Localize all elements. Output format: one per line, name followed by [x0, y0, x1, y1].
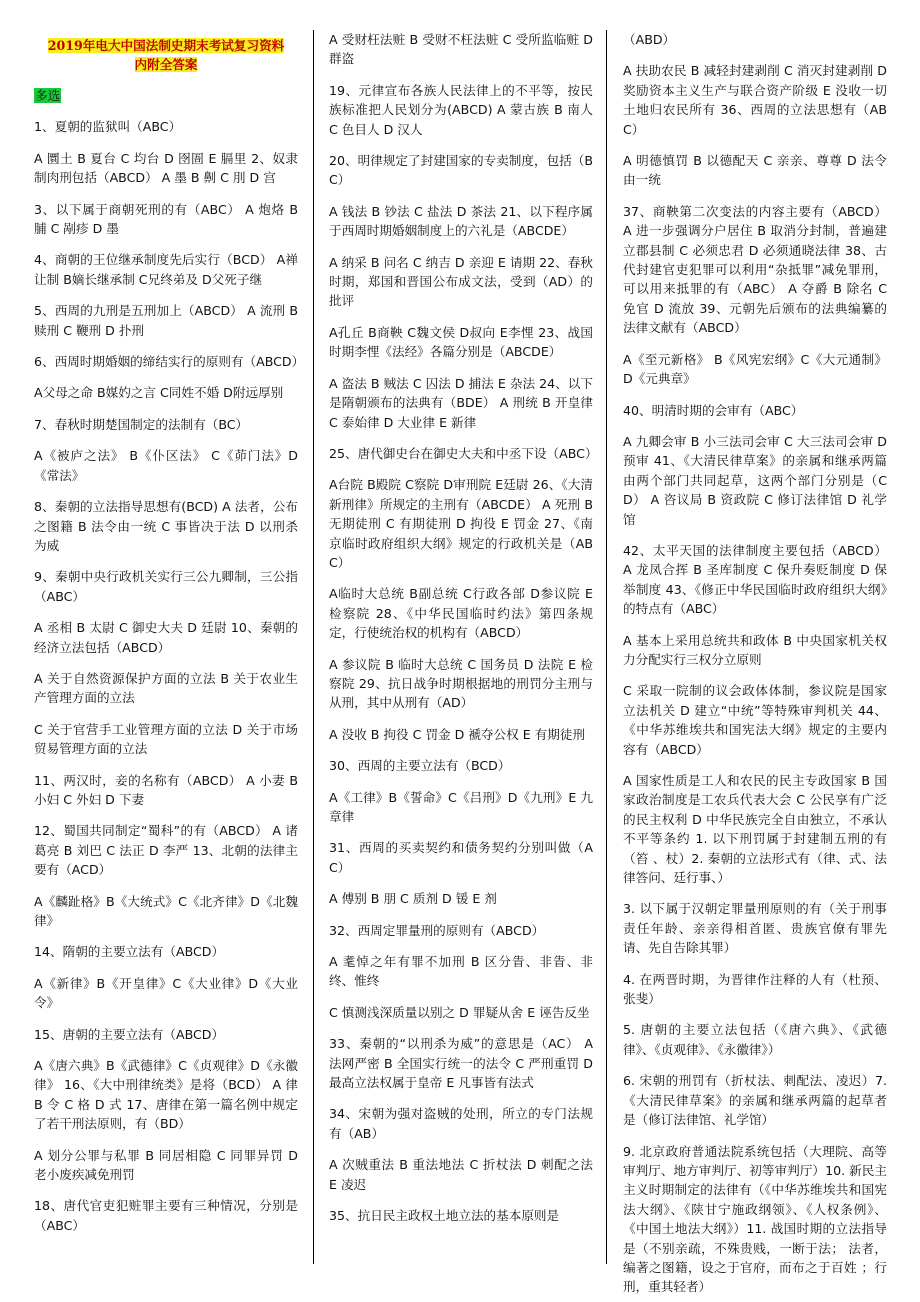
- text-paragraph: 1、夏朝的监狱叫（ABC）: [34, 119, 182, 135]
- text-paragraph: A《麟趾格》B《大统式》C《北齐律》D《北魏律》: [34, 893, 298, 928]
- text-paragraph: 34、宋朝为强对盗贼的处刑，所立的专门法规有（AB）: [329, 1106, 593, 1141]
- text-paragraph: 19、元律宣布各族人民法律上的不平等，按民族标准把人民划分为(ABCD) A 蒙古族 B 南人 C 色目人 D 汉人: [329, 82, 593, 137]
- text-paragraph: A 次贼重法 B 重法地法 C 折杖法 D 刺配之法 E 凌迟: [329, 1157, 593, 1192]
- text-paragraph: A父母之命 B媒妁之言 C同姓不婚 D附远厚别: [34, 385, 284, 401]
- text-paragraph: A《唐六典》B《武德律》C《贞观律》D《永徽律》 16、《大中刑律统类》是将（BCD） A 律 B 令 C 格 D 式 17、唐律在第一篇名例中规定了若干刑法原则，有（BD）: [34, 1058, 298, 1132]
- text-paragraph: 31、西周的买卖契约和债务契约分别叫做（AC）: [329, 840, 593, 875]
- text-paragraph: 30、西周的主要立法有（BCD）: [329, 758, 511, 774]
- title-line-2: 内附全答案: [134, 57, 198, 72]
- text-paragraph: A 参议院 B 临时大总统 C 国务员 D 法院 E 检察院 29、抗日战争时期根据地的刑罚分主刑与从刑，其中从刑有（AD）: [329, 656, 593, 711]
- text-paragraph: A 国家性质是工人和农民的民主专政国家 B 国家政治制度是工农兵代表大会 C 公民享有广泛的民主权利 D 中华民族完全自由独立，不承认不平等条约 1. 以下刑罚属于封建制五刑的有（笞 、杖）2. 秦朝的立法形式有（律、式、法律答问、廷行事、）: [623, 773, 887, 886]
- text-paragraph: 14、隋朝的主要立法有（ABCD）: [34, 944, 225, 960]
- text-paragraph: 9. 北京政府普通法院系统包括（大理院、高等审判厅、地方审判厅、初等审判厅）10. 新民主主义时期制定的法律有（《中华苏维埃共和国宪法大纲》、《陕甘宁施政纲领》、《人权条例》、《中国土地法大纲》）11. 战国时期的立法指导是（不别亲疏，不殊贵贱，一断于法； 法者，编著之图籍，设之于官府，而布之于百姓 ；行刑，重其轻者）: [623, 1143, 887, 1295]
- text-paragraph: A《至元新格》 B《风宪宏纲》C《大元通制》D《元典章》: [623, 351, 887, 387]
- text-paragraph: 8、秦朝的立法指导思想有(BCD) A 法者，公布之图籍 B 法令由一统 C 事皆决于法 D 以刑杀为威: [34, 499, 298, 553]
- text-paragraph: C 采取一院制的议会政体体制，参议院是国家立法机关 D 建立“中统”等特殊审判机关 44、《中华苏维埃共和国宪法大纲》规定的主要内容有（ABCD）: [623, 683, 887, 757]
- text-paragraph: 40、明清时期的会审有（ABC）: [623, 402, 804, 418]
- column-divider-2: [606, 30, 607, 1264]
- text-paragraph: C 慎测浅深质量以别之 D 罪疑从舍 E 诬告反坐: [329, 1004, 590, 1020]
- text-paragraph: 4. 在两晋时期，为晋律作注释的人有（杜预、张斐）: [623, 971, 887, 1007]
- text-paragraph: （ABD）: [623, 32, 676, 47]
- text-paragraph: A 钱法 B 钞法 C 盐法 D 茶法 21、以下程序属于西周时期婚姻制度上的六礼是（ABCDE）: [329, 203, 593, 239]
- document-title: [34, 36, 298, 74]
- text-paragraph: 18、唐代官吏犯赃罪主要有三种情况，分别是（ABC）: [34, 1198, 298, 1233]
- text-paragraph: A《新律》B《开皇律》C《大业律》D《大业令》: [34, 975, 298, 1011]
- text-paragraph: 5、西周的九刑是五刑加上（ABCD） A 流刑 B 赎刑 C 鞭刑 D 扑刑: [34, 303, 298, 338]
- text-column-1: [34, 30, 305, 1272]
- text-paragraph: 25、唐代御史台在御史大夫和中丞下设（ABC）: [329, 445, 598, 461]
- text-paragraph: 4、商朝的王位继承制度先后实行（BCD） A禅让制 B嫡长继承制 C兄终弟及 D父死子继: [34, 252, 298, 287]
- text-paragraph: 11、两汉时，妾的名称有（ABCD） A 小妻 B 小妇 C 外妇 D 下妻: [34, 772, 298, 807]
- text-paragraph: A《工律》B《誓命》C《吕刑》D《九刑》E 九章律: [329, 789, 593, 824]
- text-paragraph: 35、抗日民主政权土地立法的基本原则是: [329, 1208, 560, 1224]
- column-divider-1: [313, 30, 314, 1264]
- section-heading: [34, 86, 298, 105]
- text-paragraph: A 没收 B 拘役 C 罚金 D 褫夺公权 E 有期徒刑: [329, 726, 586, 742]
- text-paragraph: A 圜土 B 夏台 C 均台 D 囹圄 E 膈里 2、奴隶制肉刑包括（ABCD） A 墨 B 劓 C 刖 D 宫: [34, 150, 298, 186]
- section-label: 多选: [35, 88, 61, 103]
- text-paragraph: A 明德慎罚 B 以德配天 C 亲亲、尊尊 D 法令由一统: [623, 153, 887, 188]
- text-paragraph: A 傅别 B 朋 C 质剂 D 锾 E 剂: [329, 891, 497, 907]
- text-paragraph: A 九卿会审 B 小三法司会审 C 大三法司会审 D 预审 41、《大清民律草案》的亲属和继承两篇由两个部门共同起草，这两个部门分别是（CD） A 咨议局 B 资政院 C 修订法律馆 D 礼学馆: [623, 433, 887, 527]
- text-paragraph: A《被庐之法》 B《仆区法》 C《茆门法》D《常法》: [34, 448, 298, 483]
- text-paragraph: 42、太平天国的法律制度主要包括（ABCD） A 龙凤合挥 B 圣库制度 C 保升奏贬制度 D 保举制度 43、《修正中华民国临时政府组织大纲》的特点有（ABC）: [623, 542, 887, 617]
- text-paragraph: A 关于自然资源保护方面的立法 B 关于农业生产管理方面的立法: [34, 670, 298, 706]
- text-paragraph: 37、商鞅第二次变法的内容主要有（ABCD） A 进一步强调分户居住 B 取消分封制，普遍建立郡县制 C 必须忠君 D 必须通晓法律 38、古代封建官吏犯罪可以利用“杂抵罪”减免罪刑，可以用来抵罪的有（ABC） A 夺爵 B 除名 C 免官 D 流放 39、元朝先后颁布的法典编纂的法律文献有（ABCD）: [623, 203, 887, 336]
- text-paragraph: 32、西周定罪量刑的原则有（ABCD）: [329, 922, 545, 938]
- text-paragraph: 9、秦朝中央行政机关实行三公九卿制，三公指（ABC）: [34, 569, 298, 604]
- text-paragraph: A 划分公罪与私罪 B 同居相隐 C 同罪异罚 D 老小废疾减免刑罚: [34, 1147, 298, 1183]
- text-paragraph: A 耄悼之年有罪不加刑 B 区分眚、非眚、非终、惟终: [329, 954, 593, 989]
- text-paragraph: C 关于官营手工业管理方面的立法 D 关于市场贸易管理方面的立法: [34, 721, 298, 757]
- text-paragraph: 33、秦朝的“以刑杀为威”的意思是（AC） A 法网严密 B 全国实行统一的法令 C 严刑重罚 D 最高立法权属于皇帝 E 凡事皆有法式: [329, 1036, 593, 1091]
- text-paragraph: A 丞相 B 太尉 C 御史大夫 D 廷尉 10、秦朝的经济立法包括（ABCD）: [34, 620, 298, 655]
- text-column-2: [329, 30, 598, 1272]
- text-paragraph: 7、春秋时期楚国制定的法制有（BC）: [34, 416, 249, 432]
- text-paragraph: 6、西周时期婚姻的缔结实行的原则有（ABCD）: [34, 354, 305, 370]
- text-paragraph: A 扶助农民 B 减轻封建剥削 C 消灭封建剥削 D 奖励资本主义生产与联合资产阶级 E 没收一切土地归农民所有 36、西周的立法思想有（ABC）: [623, 63, 887, 137]
- text-paragraph: A孔丘 B商鞅 C魏文侯 D叔向 E李悝 23、战国时期李悝《法经》各篇分别是（ABCDE）: [329, 324, 593, 360]
- title-line-1: 2019年电大中国法制史期末考试复习资料: [47, 38, 285, 53]
- text-paragraph: A 纳采 B 问名 C 纳吉 D 亲迎 E 请期 22、春秋时期，郑国和晋国公布成文法，受到（AD）的批评: [329, 254, 593, 309]
- text-paragraph: 20、明律规定了封建国家的专卖制度，包括（BC）: [329, 153, 593, 188]
- text-paragraph: A台院 B殿院 C察院 D审刑院 E廷尉 26、《大清新刑律》所规定的主刑有（ABCDE） A 死刑 B 无期徒刑 C 有期徒刑 D 拘役 E 罚金 27、《南京临时政府组织大纲》规定的行政机关是（ABC）: [329, 477, 593, 570]
- text-paragraph: 3. 以下属于汉朝定罪量刑原则的有（关于刑事责任年龄、亲亲得相首匿、贵族官僚有罪先请、先自告除其罪）: [623, 901, 887, 956]
- text-paragraph: 12、蜀国共同制定“蜀科”的有（ABCD） A 诸葛亮 B 刘巴 C 法正 D 李严 13、北朝的法律主要有（ACD）: [34, 823, 298, 878]
- text-column-3: [623, 30, 887, 1295]
- text-paragraph: 15、唐朝的主要立法有（ABCD）: [34, 1026, 225, 1042]
- text-paragraph: 6. 宋朝的刑罚有（折杖法、刺配法、凌迟）7.《大清民律草案》的亲属和继承两篇的起草者是（修订法律馆、礼学馆）: [623, 1073, 887, 1128]
- text-paragraph: A 盗法 B 贼法 C 囚法 D 捕法 E 杂法 24、以下是隋朝颁布的法典有（BDE） A 刑统 B 开皇律 C 泰始律 D 大业律 E 新律: [329, 375, 593, 430]
- text-paragraph: 5. 唐朝的主要立法包括（《唐六典》、《武德律》、《贞观律》、《永徽律》）: [623, 1022, 887, 1057]
- text-paragraph: A 受财枉法赃 B 受财不枉法赃 C 受所监临赃 D 群盗: [329, 32, 593, 67]
- text-paragraph: 3、以下属于商朝死刑的有（ABC） A 炮烙 B 脯 C 剐疹 D 墨: [34, 201, 298, 237]
- text-paragraph: A 基本上采用总统共和政体 B 中央国家机关权力分配实行三权分立原则: [623, 632, 887, 667]
- text-paragraph: A临时大总统 B副总统 C行政各部 D参议院 E 检察院 28、《中华民国临时约法》第四条规定，行使统治权的机构有（ABCD）: [329, 586, 593, 641]
